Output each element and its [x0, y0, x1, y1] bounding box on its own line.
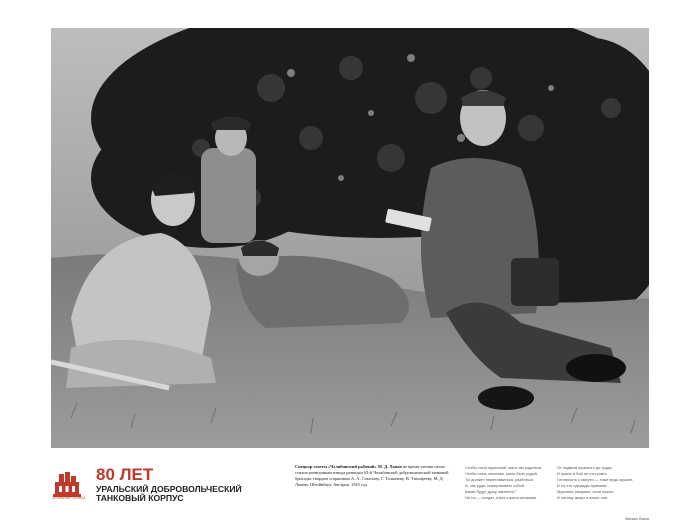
archival-photo [51, 28, 649, 448]
corps-name-line-1: УРАЛЬСКИЙ ДОБРОВОЛЬЧЕСКИЙ [96, 484, 242, 494]
poem-line: От подвига мужского до труда, [557, 465, 613, 470]
poem-line: Какие будут душу закалять? [465, 489, 517, 494]
logo-caption: АРХИВНАЯ СЛУЖБА [52, 496, 86, 500]
poem-line: И нужно в бой не отступать. [557, 471, 608, 476]
poem-line: Готовность к смерти — тоже ведь оружие, [557, 477, 634, 482]
photo-caption [295, 464, 455, 488]
poem-column-left [465, 465, 557, 501]
poem-line: Чтобы стать железом, мало быть рудой. [465, 471, 538, 476]
poem-line: Ты должен переплавиться, разбиться [465, 477, 534, 482]
poem-line: Не ты — солдат, а вся страна штыками. [465, 495, 538, 500]
corps-name-line-2: ТАНКОВЫЙ КОРПУС [96, 493, 184, 504]
poem-author: Михаил Львов [625, 517, 649, 521]
poem-column-right [557, 465, 649, 501]
poem-line: Мужчины умирают, если нужно, [557, 489, 615, 494]
poem-line: И, как руда, пожертвовать собой. [465, 483, 526, 488]
photo-illustration [51, 28, 649, 448]
caption-text: во время чтения своих стихов разведчикам взвода разведки 63-й Челябинской добровольческой танковой бригады: гвардии старшинам А. А. Соколову, Г. Толкачеву, В. Тимофееву, М. Д. Львову. Штойнберг, Австрия. 1945 год [295, 464, 449, 487]
poem-line: И потому живут в веках они. [557, 495, 609, 500]
poster-footer [51, 462, 649, 522]
corps-name [96, 485, 242, 504]
caption-lead: Спецкор газеты «Челябинский рабочий» М. Д. Львов [295, 464, 402, 469]
anniversary-title: 80 ЛЕТ [96, 465, 154, 484]
poem-line: И ты его однажды примени... [557, 483, 610, 488]
poem-line: Чтобы стать мужчиной, мало им родиться, [465, 465, 543, 470]
